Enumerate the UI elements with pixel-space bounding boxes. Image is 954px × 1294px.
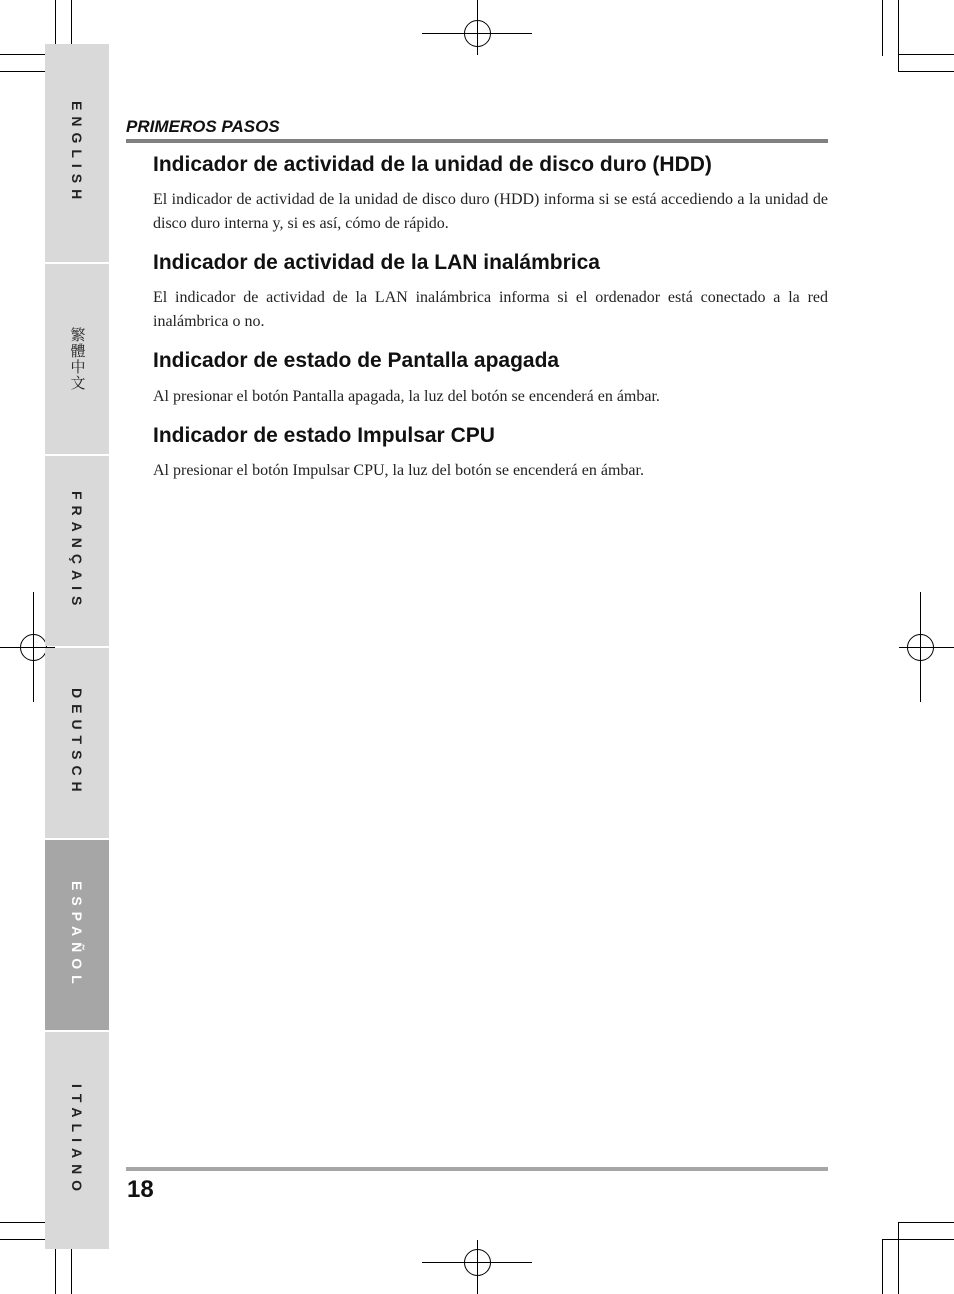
footer-rule (126, 1167, 828, 1171)
tab-deutsch (45, 648, 109, 838)
header-rule (126, 139, 828, 143)
section-body: El indicador de actividad de la unidad de disco duro (HDD) informa si se está accediendo a la unidad de disco duro interna y, si es así, cómo de rápido. (153, 191, 828, 233)
tab-label: ITALIANO (69, 1083, 85, 1198)
section-heading: Indicador de estado de Pantalla apagada (153, 349, 560, 373)
page-number: 18 (127, 1176, 154, 1203)
tab-italiano (45, 1032, 109, 1249)
tab-english (45, 44, 109, 262)
language-tabs (45, 44, 109, 1249)
tab-label: FRANÇAIS (69, 490, 85, 612)
section-body: Al presionar el botón Pantalla apagada, la luz del botón se encenderá en ámbar. (153, 387, 660, 405)
tab-espanol (45, 840, 109, 1030)
section-header: PRIMEROS PASOS (126, 117, 280, 136)
page-content (153, 152, 828, 497)
tab-label: ESPAÑOL (69, 880, 85, 990)
tab-francais (45, 456, 109, 646)
section-body: Al presionar el botón Impulsar CPU, la luz del botón se encenderá en ámbar. (153, 461, 644, 479)
tab-label: ENGLISH (69, 100, 85, 206)
tab-label: DEUTSCH (69, 688, 85, 798)
section-heading: Indicador de estado Impulsar CPU (153, 423, 495, 447)
section-heading: Indicador de actividad de la unidad de disco duro (HDD) (153, 153, 712, 176)
section-heading: Indicador de actividad de la LAN inalámbrica (153, 251, 600, 275)
section-body: El indicador de actividad de la LAN inalámbrica informa si el ordenador está conectado a la red inalámbrica o no. (153, 289, 828, 331)
tab-traditional-chinese (45, 264, 109, 454)
tab-label: 繁體中文 (68, 327, 86, 391)
